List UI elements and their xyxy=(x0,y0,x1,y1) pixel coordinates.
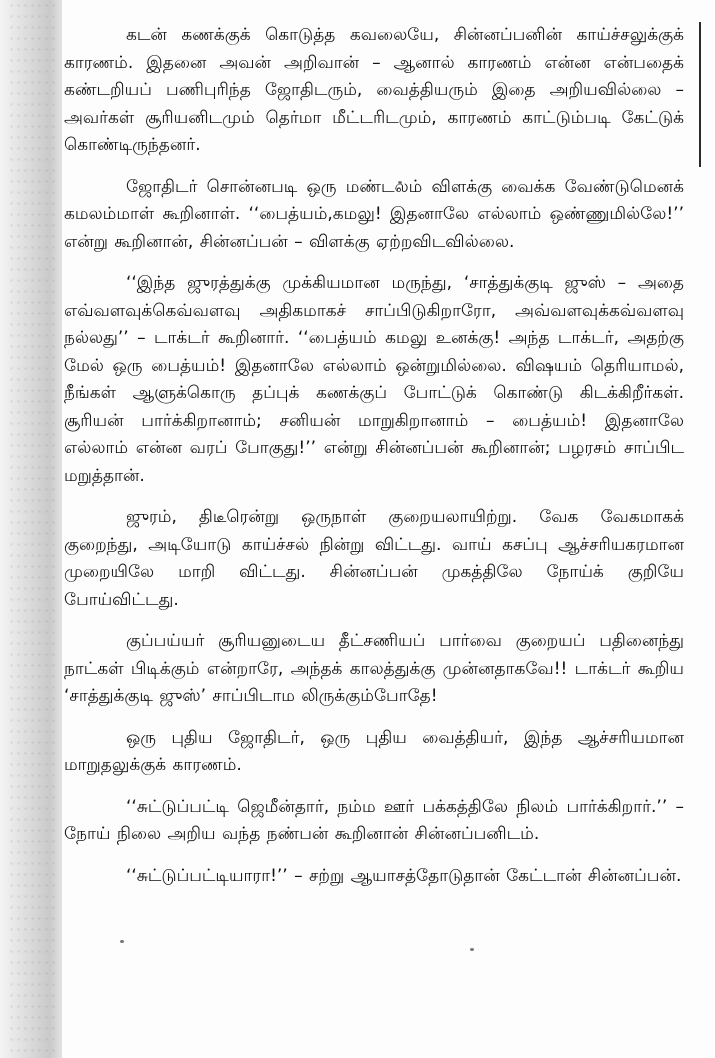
scan-noise xyxy=(8,0,58,1058)
body-text xyxy=(64,22,684,904)
scan-speck xyxy=(120,940,124,943)
paragraph: ஒரு புதிய ஜோதிடர், ஒரு புதிய வைத்தியர், இந்த ஆச்சரியமான மாறுதலுக்குக் காரணம். xyxy=(64,727,684,775)
paragraph: ஜுரம், திடீரென்று ஒருநாள் குறையலாயிற்று. வேக வேகமாகக் குறைந்து, அடியோடு காய்ச்சல் நின்று விட்டது. வாய் கசப்பு ஆச்சரியகரமான முறையிலே மாறி விட்டது. சின்னப்பன் முகத்திலே நோய்க் குறியே போய்விட்டது. xyxy=(64,507,684,610)
paragraph: குப்பய்யர் சூரியனுடைய தீட்சணியப் பார்வை குறையப் பதினைந்து நாட்கள் பிடிக்கும் என்றாரே, அந்தக் காலத்துக்கு முன்னதாகவே!! டாக்டர் கூறிய ‘சாத்துக்குடி ஜுஸ்’ சாப்பிடாம லிருக்கும்போதே! xyxy=(64,631,684,706)
paragraph: கடன் கணக்குக் கொடுத்த கவலையே, சின்னப்பனின் காய்ச்சலுக்குக் காரணம். இதனை அவன் அறிவான் – ஆனால் காரணம் என்ன என்பதைக் கண்டறியப் பணிபுரிந்த ஜோதிடரும், வைத்தியரும் இதை அறியவில்லை – அவர்கள் சூரியனிடமும் தெர்மா மீட்டரிடமும், காரணம் காட்டும்படி கேட்டுக் கொண்டிருந்தனர். xyxy=(64,25,684,155)
paragraph: ‘‘சுட்டுப்பட்டியாரா!’’ – சற்று ஆயாசத்தோடுதான் கேட்டான் சின்னப்பன். xyxy=(126,865,682,886)
margin-mark xyxy=(699,22,701,167)
paragraph: ‘‘சுட்டுப்பட்டி ஜெமீன்தார், நம்ம ஊர் பக்கத்திலே நிலம் பார்க்கிறார்.’’ – நோய் நிலை அறிய வந்த நண்பன் கூறினான் சின்னப்பனிடம். xyxy=(64,796,684,844)
paragraph: ஜோதிடர் சொன்னபடி ஒரு மண்டலம் விளக்கு வைக்க வேண்டுமெனக் கமலம்மாள் கூறினாள். ‘‘பைத்யம்,கமலு! இதனாலே எல்லாம் ஒண்ணுமில்லே!’’ என்று கூறினான், சின்னப்பன் – விளக்கு ஏற்றவிடவில்லை. xyxy=(64,176,684,252)
paragraph: ‘‘இந்த ஜுரத்துக்கு முக்கியமான மருந்து, ‘சாத்துக்குடி ஜுஸ் – அதை எவ்வளவுக்கெவ்வளவு அதிகமாகச் சாப்பிடுகிறாரோ, அவ்வளவுக்கவ்வளவு நல்லது’’ – டாக்டர் கூறினார். ‘‘பைத்யம் கமலு உனக்கு! அந்த டாக்டர், அதற்கு மேல் ஒரு பைத்யம்! இதனாலே எல்லாம் ஒன்றுமில்லை. விஷயம் தெரியாமல், நீங்கள் ஆளுக்கொரு தப்புக் கணக்குப் போட்டுக் கொண்டு கிடக்கிறீர்கள். சூரியன் பார்க்கிறானாம்; சனியன் மாறுகிறானாம் – பைத்யம்! இதனாலே எல்லாம் என்ன வரப் போகுது!’’ என்று சின்னப்பன் கூறினான்; பழரசம் சாப்பிட மறுத்தான். xyxy=(64,273,684,486)
scan-speck xyxy=(470,948,474,951)
